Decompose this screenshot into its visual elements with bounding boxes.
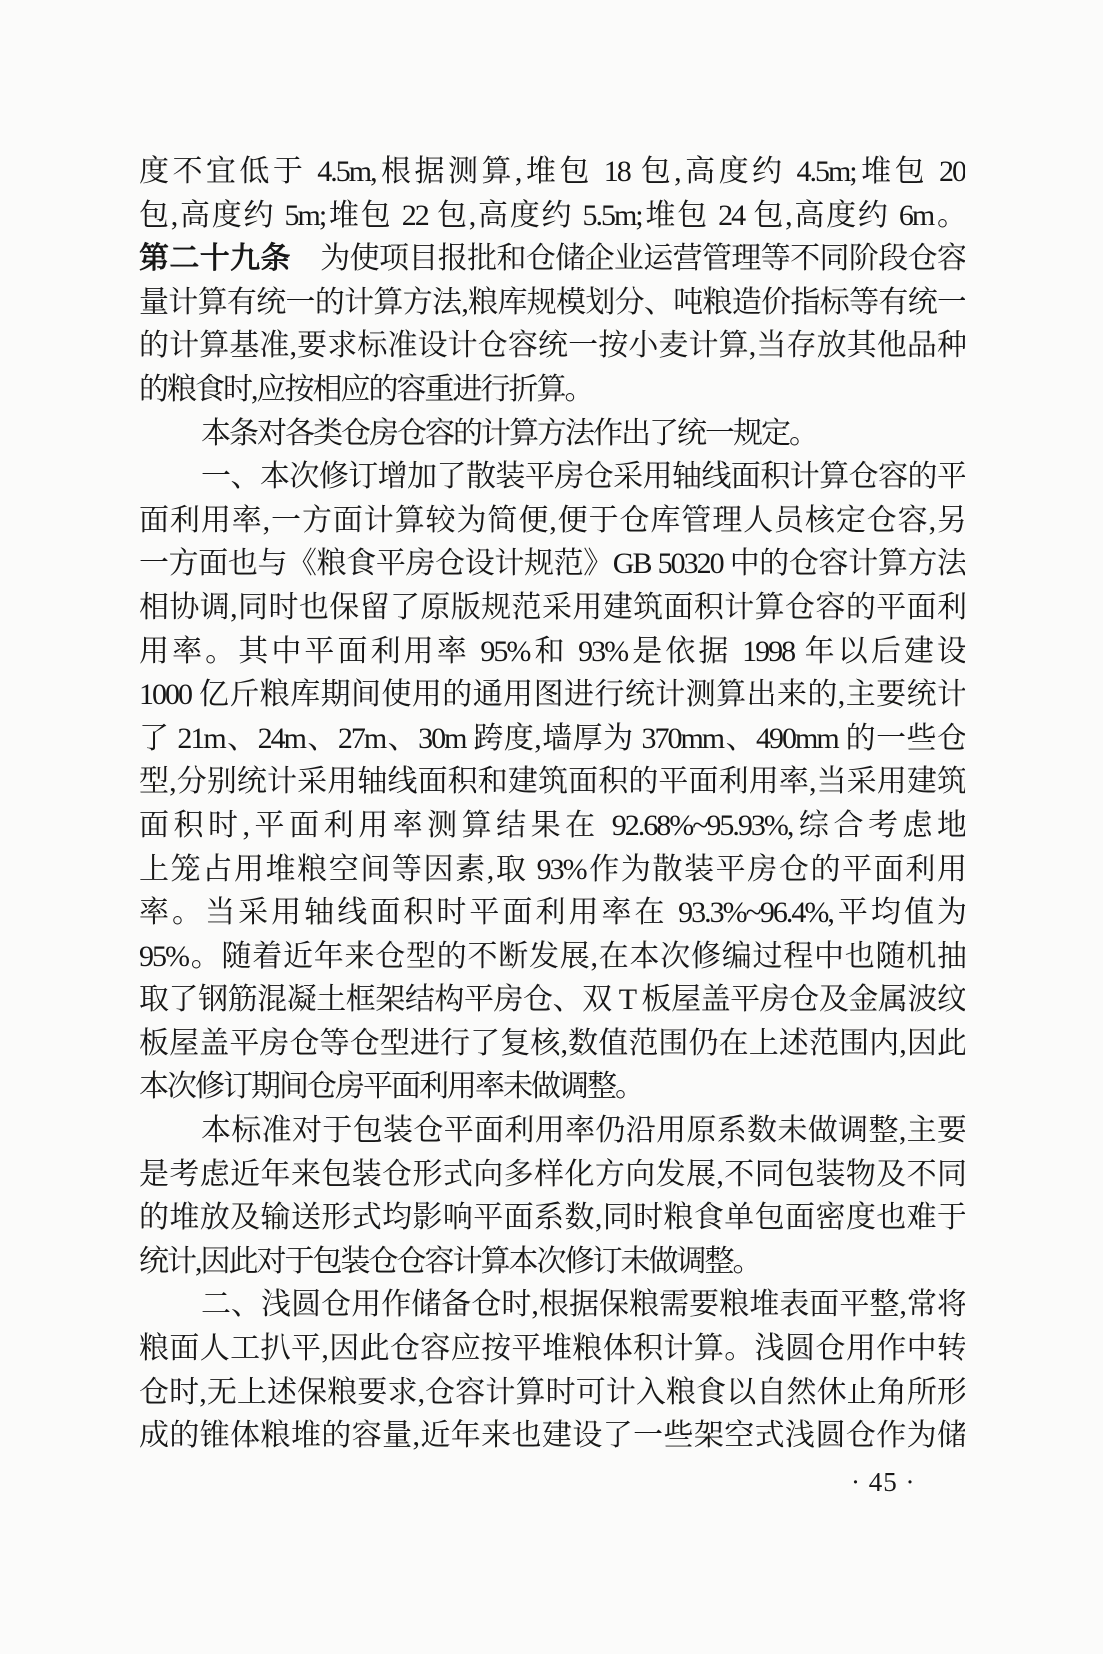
- text-line: 统计,因此对于包装仓仓容计算本次修订未做调整。: [139, 1244, 761, 1278]
- text-line: 成的锥体粮堆的容量,近年来也建设了一些架空式浅圆仓作为储: [139, 1419, 965, 1453]
- article-number-bold: 第二十九条: [139, 242, 291, 276]
- text-line: 粮面人工扒平,因此仓容应按平堆粮体积计算。浅圆仓用作中转: [139, 1332, 965, 1366]
- text-line: 面利用率,一方面计算较为简便,便于仓库管理人员核定仓容,另: [139, 503, 965, 537]
- text-line: 率。当采用轴线面积时平面利用率在 93.3%~96.4%,平均值为: [139, 896, 965, 930]
- text-line: 了 21m、24m、27m、30m 跨度,墙厚为 370mm、490mm 的一些仓: [139, 721, 965, 755]
- article-heading-text: 为使项目报批和仓储企业运营管理等不同阶段仓容: [290, 242, 965, 276]
- text-line: 一、本次修订增加了散装平房仓采用轴线面积计算仓容的平: [201, 460, 965, 494]
- text-line: 本标准对于包装仓平面利用率仍沿用原系数未做调整,主要: [201, 1114, 965, 1148]
- text-line: 取了钢筋混凝土框架结构平房仓、双 T 板屋盖平房仓及金属波纹: [139, 983, 965, 1017]
- article-heading-line: [139, 237, 965, 281]
- text-line: 的堆放及输送形式均影响平面系数,同时粮食单包面密度也难于: [139, 1201, 965, 1235]
- text-line: 度不宜低于 4.5m,根据测算,堆包 18 包,高度约 4.5m;堆包 20: [139, 155, 965, 188]
- text-line: 型,分别统计采用轴线面积和建筑面积的平面利用率,当采用建筑: [139, 765, 965, 799]
- text-line: 面积时,平面利用率测算结果在 92.68%~95.93%,综合考虑地: [139, 808, 965, 842]
- text-line: 用率。其中平面利用率 95%和 93%是依据 1998 年以后建设: [139, 634, 965, 668]
- text-line: 95%。随着近年来仓型的不断发展,在本次修编过程中也随机抽: [139, 939, 965, 973]
- text-line: 的计算基准,要求标准设计仓容统一按小麦计算,当存放其他品种: [139, 329, 965, 363]
- text-line: 相协调,同时也保留了原版规范采用建筑面积计算仓容的平面利: [139, 590, 965, 624]
- document-text-block: [139, 150, 965, 1458]
- text-line: 本条对各类仓房仓容的计算方法作出了统一规定。: [201, 416, 817, 450]
- text-line: 的粮食时,应按相应的容重进行折算。: [139, 372, 593, 406]
- text-line: 是考虑近年来包装仓形式向多样化方向发展,不同包装物及不同: [139, 1157, 965, 1191]
- text-line: 本次修订期间仓房平面利用率未做调整。: [139, 1070, 643, 1104]
- text-line: 板屋盖平房仓等仓型进行了复核,数值范围仍在上述范围内,因此: [139, 1026, 965, 1060]
- text-line: 1000 亿斤粮库期间使用的通用图进行统计测算出来的,主要统计: [139, 678, 965, 712]
- text-line: 量计算有统一的计算方法,粮库规模划分、吨粮造价指标等有统一: [139, 285, 965, 319]
- page-number: · 45 ·: [851, 1467, 916, 1497]
- text-line: 上笼占用堆粮空间等因素,取 93%作为散装平房仓的平面利用: [139, 852, 965, 886]
- text-line: 一方面也与《粮食平房仓设计规范》GB 50320 中的仓容计算方法: [139, 547, 965, 581]
- text-line: 仓时,无上述保粮要求,仓容计算时可计入粮食以自然休止角所形: [139, 1375, 965, 1409]
- text-line: 包,高度约 5m;堆包 22 包,高度约 5.5m;堆包 24 包,高度约 6m。: [139, 198, 965, 232]
- text-line: 二、浅圆仓用作储备仓时,根据保粮需要粮堆表面平整,常将: [201, 1288, 965, 1322]
